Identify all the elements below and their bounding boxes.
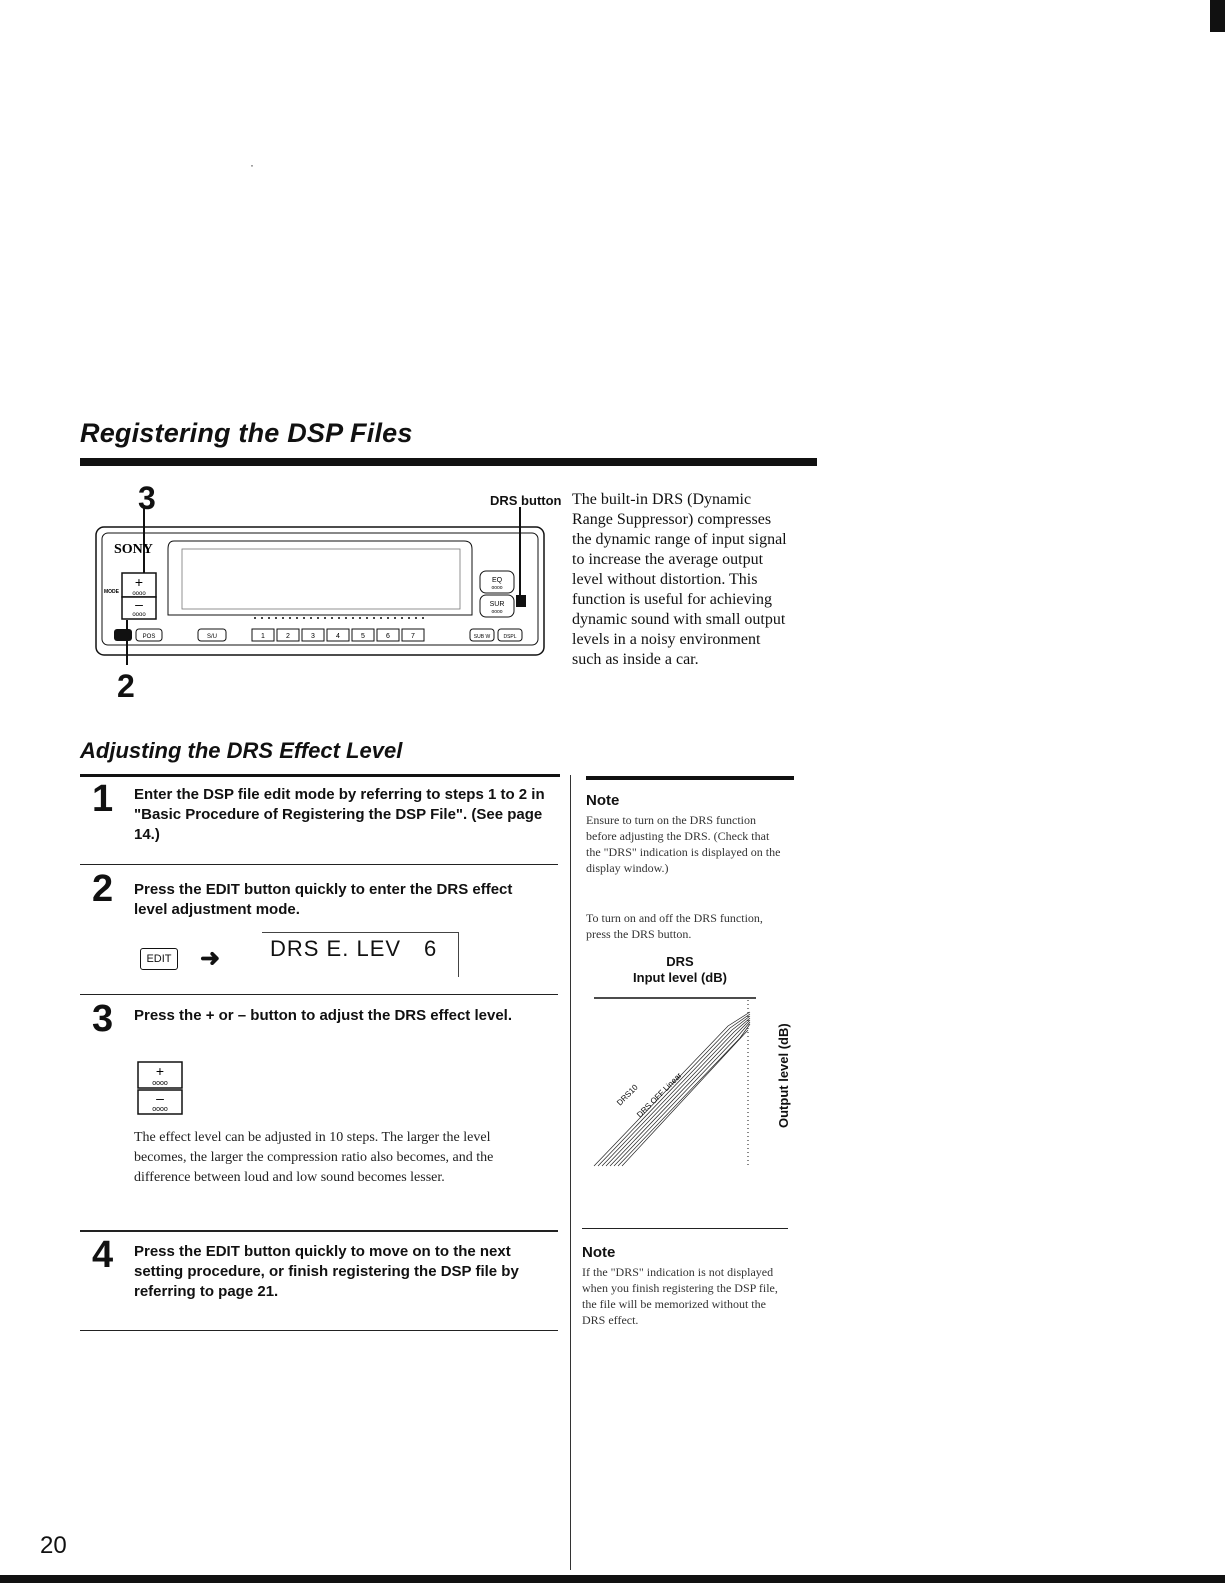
step-1-number: 1	[92, 778, 114, 820]
svg-text:oooo: oooo	[132, 612, 146, 618]
step-3-number: 3	[92, 998, 114, 1040]
svg-text:MODE: MODE	[104, 589, 119, 595]
svg-text:oooo: oooo	[491, 585, 503, 591]
svg-text:oooo: oooo	[132, 591, 146, 597]
svg-text:SUB W: SUB W	[473, 634, 491, 640]
svg-text:6: 6	[386, 633, 390, 640]
drs-curve-lines	[594, 1012, 750, 1166]
chart-title	[610, 954, 750, 986]
step-1-text: Enter the DSP file edit mode by referring to steps 1 to 2 in "Basic Procedure of Registering the DSP File". (See page 14.)	[134, 786, 545, 843]
note-1-text-2: To turn on and off the DRS function, press the DRS button.	[586, 911, 763, 941]
page-number: 20	[40, 1532, 67, 1559]
preset-buttons	[252, 629, 424, 641]
scan-speck: ·	[250, 158, 254, 172]
svg-text:SUR: SUR	[489, 601, 505, 608]
column-divider	[570, 775, 571, 1570]
lcd-level-value: 6	[424, 936, 437, 961]
section-title: Adjusting the DRS Effect Level	[80, 738, 403, 763]
device-illustration	[94, 505, 549, 665]
curve-label-drs-off: DRS OFF Linear	[635, 1070, 684, 1120]
chart-title-line1: DRS	[666, 954, 694, 969]
step-separator	[80, 994, 558, 995]
svg-text:2: 2	[286, 633, 290, 640]
svg-text:5: 5	[361, 633, 365, 640]
svg-text:oooo: oooo	[152, 1106, 168, 1113]
arrow-right-icon: ➜	[200, 945, 221, 972]
step-4-text: Press the EDIT button quickly to move on to the next setting procedure, or finish registering the DSP file by referring to page 21.	[134, 1243, 519, 1300]
svg-text:POS: POS	[142, 634, 156, 640]
callout-step-3: 3	[138, 480, 156, 516]
edit-button	[114, 629, 132, 641]
step-separator	[80, 1230, 558, 1232]
step-3-text: Press the + or – button to adjust the DRS effect level.	[134, 1007, 512, 1024]
svg-text:oooo: oooo	[491, 609, 503, 615]
drs-intro-text: The built-in DRS (Dynamic Range Suppressor) compresses the dynamic range of input signal to increase the average output level without distortion. This function is useful for achieving dynamic sound with small output levels in a noisy environment such as inside a car.	[572, 491, 787, 668]
lcd-display-text: DRS E. LEV	[270, 936, 402, 961]
svg-text:–: –	[135, 596, 143, 612]
step-separator	[80, 864, 558, 865]
edit-key-icon: EDIT	[140, 948, 178, 970]
note-1-heading: Note	[586, 792, 620, 809]
svg-text:+: +	[155, 1063, 165, 1079]
svg-text:–: –	[156, 1090, 164, 1106]
page-title: Registering the DSP Files	[80, 418, 413, 448]
chart-ylabel: Output level (dB)	[776, 1023, 791, 1128]
note-1-text: Ensure to turn on the DRS function before adjusting the DRS. (Check that the "DRS" indication is displayed on the display window.)	[586, 813, 781, 875]
curve-label-drs10: DRS10	[615, 1082, 640, 1108]
section-rule	[80, 774, 560, 777]
drs-chart	[588, 986, 798, 1176]
svg-text:DSPL: DSPL	[503, 634, 517, 640]
svg-text:EQ: EQ	[491, 577, 503, 584]
svg-text:7: 7	[411, 633, 415, 640]
svg-text:S/U: S/U	[206, 634, 218, 640]
sidebar-rule	[586, 776, 794, 780]
note-2-heading: Note	[582, 1244, 616, 1261]
brand-logo: SONY	[114, 542, 153, 557]
step-separator	[80, 1330, 558, 1331]
drs-button	[516, 595, 526, 607]
page-edge-mark	[1210, 0, 1225, 32]
title-rule	[80, 458, 817, 466]
step-2-number: 2	[92, 868, 114, 910]
note-2-rule	[582, 1228, 788, 1229]
page-bottom-edge	[0, 1575, 1225, 1583]
svg-text:3: 3	[311, 633, 315, 640]
svg-text:4: 4	[336, 633, 340, 640]
step-4-number: 4	[92, 1234, 114, 1276]
callout-step-2: 2	[117, 668, 135, 704]
svg-text:+: +	[134, 574, 144, 590]
note-2-text: If the "DRS" indication is not displayed when you finish registering the DSP file, the file will be memorized without the DRS effect.	[582, 1265, 778, 1327]
drs-button-label: DRS button	[490, 493, 562, 508]
plus-minus-keys-icon	[136, 1060, 186, 1116]
svg-text:1: 1	[261, 633, 265, 640]
chart-xlabel: Input level (dB)	[633, 970, 727, 985]
svg-text:oooo: oooo	[152, 1080, 168, 1087]
step-2-text: Press the EDIT button quickly to enter the DRS effect level adjustment mode.	[134, 881, 513, 918]
step-3-body: The effect level can be adjusted in 10 steps. The larger the level becomes, the larger the compression ratio also becomes, and the difference between loud and low sound becomes lesser.	[134, 1130, 494, 1185]
